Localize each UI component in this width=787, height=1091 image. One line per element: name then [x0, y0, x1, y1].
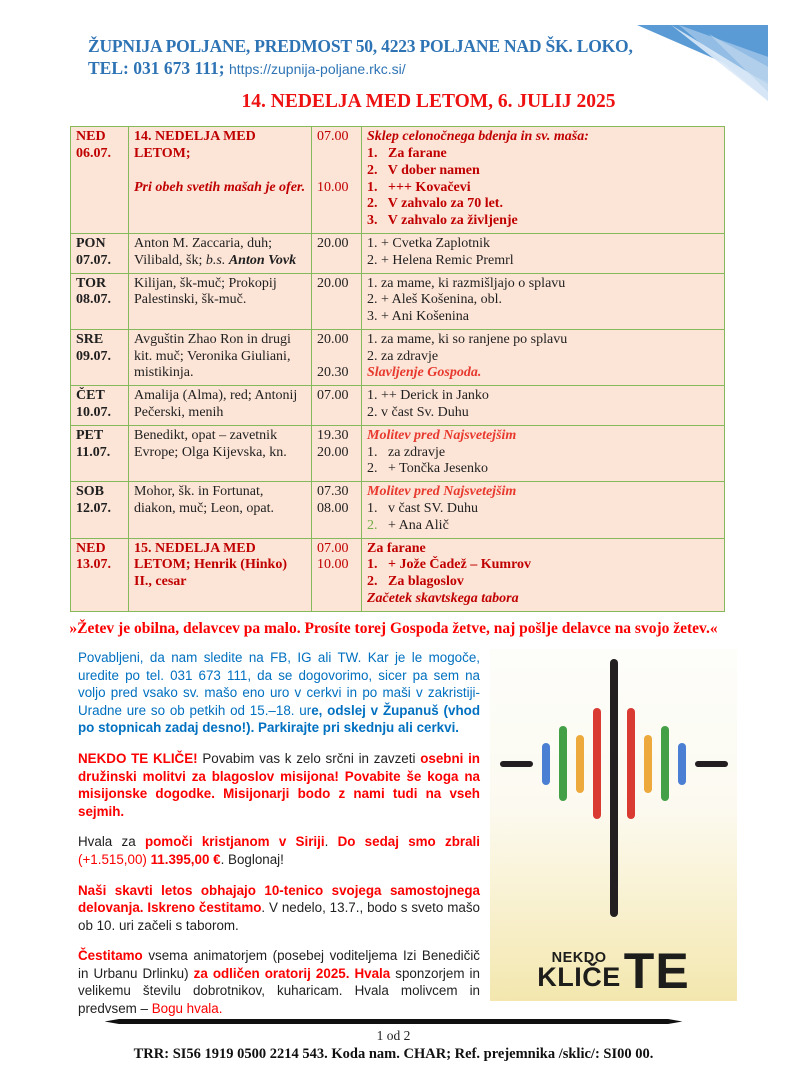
text-line: [76, 276, 123, 293]
text-run: Vilibald, šk;: [134, 252, 206, 268]
day-cell: [71, 233, 129, 273]
text-run: 3. V zahvalo za življenje: [367, 213, 518, 229]
text-run: 1. v čast SV. Duhu: [367, 501, 478, 517]
day-cell: [71, 538, 129, 611]
footer-divider: [105, 1019, 683, 1024]
time-cell: [312, 538, 362, 611]
bank-account-info: TRR: SI56 1919 0500 2214 543. Koda nam. CHAR; Ref. prejemnika /sklic/: SI00 00.: [133, 1046, 654, 1062]
center-line-icon: [610, 659, 618, 917]
dash-bar-icon: [500, 761, 533, 767]
text-line: [317, 388, 356, 405]
text-line: [76, 349, 123, 366]
text-line: [367, 428, 719, 445]
saints-cell: [129, 233, 312, 273]
text-line: [367, 253, 719, 270]
text-run: 1. za zdravje: [367, 444, 446, 460]
text-line: [367, 276, 719, 293]
text-run: Mohor, šk. in Fortunat, diakon, muč; Leon, opat.: [134, 484, 274, 517]
saints-cell: [129, 425, 312, 481]
parish-website-link[interactable]: https://zupnija-poljane.rkc.si/: [229, 60, 406, 77]
text-line: [317, 501, 356, 518]
text-run: Pri obeh svetih mašah je ofer.: [134, 179, 306, 195]
text-run: 07.07.: [76, 252, 111, 268]
text-run: 2. v čast Sv. Duhu: [367, 405, 469, 421]
text-line: [317, 163, 356, 180]
text-run: . V nedelo, 13.7., bodo s sveto mašo ob 10. uri začeli s taborom.: [78, 900, 480, 933]
text-run: Amalija (Alma), red; Antonij Pečerski, menih: [134, 388, 301, 421]
logo-text: [490, 942, 737, 999]
text-run: 2. + Aleš Košenina, obl.: [367, 292, 503, 308]
text-run: + Ana Alič: [377, 517, 449, 533]
text-line: [317, 332, 356, 349]
text-line: [76, 146, 123, 163]
text-run: sponzorjem in velikemu številu dobrotnikov, kuharicam. Hvala molivcem in predvsem –: [78, 965, 480, 1017]
text-run: 2. za zdravje: [367, 348, 439, 364]
announcement-paragraph: [78, 750, 480, 820]
blue-bar-icon: [678, 743, 686, 785]
green-bar-icon: [661, 726, 669, 801]
text-run: 08.00: [317, 501, 349, 517]
text-line: [317, 541, 356, 558]
text-run: Do sedaj smo zbrali: [337, 834, 480, 850]
phone-number: TEL: 031 673 111;: [88, 57, 229, 78]
text-line: [367, 591, 719, 608]
text-line: [134, 276, 306, 310]
text-line: [317, 484, 356, 501]
day-cell: [71, 482, 129, 538]
text-run: pomoči kristjanom v Siriji: [144, 834, 325, 850]
text-line: [367, 501, 719, 518]
text-line: [76, 332, 123, 349]
text-line: [367, 557, 719, 574]
intentions-cell: [362, 329, 725, 385]
mass-schedule-table: [70, 126, 725, 612]
text-run: 2.: [367, 517, 378, 533]
text-run: SOB: [76, 484, 105, 500]
text-run: PET: [76, 427, 104, 443]
text-run: 11.07.: [76, 444, 111, 460]
corner-decoration-icon: [637, 25, 768, 101]
text-line: [367, 292, 719, 309]
text-line: [76, 501, 123, 518]
text-run: Začetek skavtskega tabora: [367, 591, 519, 607]
text-line: [134, 180, 306, 197]
text-run: b.s.: [205, 252, 229, 268]
day-cell: [71, 329, 129, 385]
text-run: 20.00: [317, 331, 349, 347]
text-line: [76, 557, 123, 574]
text-line: [317, 276, 356, 293]
announcement-paragraph: [78, 649, 480, 737]
text-line: [317, 428, 356, 445]
table-row: [71, 386, 725, 426]
time-cell: [312, 425, 362, 481]
text-run: Benedikt, opat – zavetnik Evrope; Olga Kijevska, kn.: [134, 427, 287, 460]
logo-word-nekdo: NEKDO: [551, 949, 607, 966]
text-line: [367, 180, 719, 197]
text-run: Anton Vovk: [228, 252, 297, 268]
table-row: [71, 425, 725, 481]
saints-cell: [129, 273, 312, 329]
text-line: [134, 332, 306, 382]
announcement-paragraph: [78, 833, 480, 868]
text-run: Povabim vas k zelo srčni in zavzeti: [197, 750, 421, 766]
text-run: 2. V zahvalo za 70 let.: [367, 196, 503, 212]
orange-bar-icon: [644, 735, 652, 793]
text-line: [367, 309, 719, 326]
text-line: [76, 541, 123, 558]
intentions-cell: [362, 273, 725, 329]
text-line: [367, 484, 719, 501]
day-cell: [71, 425, 129, 481]
text-line: [317, 146, 356, 163]
saints-cell: [129, 329, 312, 385]
green-bar-icon: [559, 726, 567, 801]
text-run: 08.07.: [76, 292, 111, 308]
table-row: [71, 538, 725, 611]
text-line: [134, 428, 306, 462]
text-run: 3. + Ani Košenina: [367, 309, 469, 325]
text-run: 20.00: [317, 444, 349, 460]
text-run: .: [324, 834, 338, 850]
page-number: 1 od 2: [376, 1028, 411, 1043]
text-run: 07.00: [317, 540, 349, 556]
text-run: Čestitamo: [78, 948, 143, 964]
text-line: [367, 163, 719, 180]
text-line: [367, 213, 719, 230]
day-cell: [71, 127, 129, 234]
time-cell: [312, 273, 362, 329]
text-line: [317, 349, 356, 366]
text-run: 12.07.: [76, 501, 111, 517]
announcements-column: [78, 649, 480, 1031]
text-run: 07.00: [317, 388, 349, 404]
nekdo-te-klice-logo: [490, 649, 737, 1001]
red-bar-icon: [627, 708, 635, 819]
text-run: Slavljenje Gospoda.: [367, 365, 482, 381]
text-run: 09.07.: [76, 348, 111, 364]
text-line: [367, 332, 719, 349]
intentions-cell: [362, 233, 725, 273]
text-line: [76, 445, 123, 462]
text-run: 1. ++ Derick in Janko: [367, 388, 489, 404]
text-line: [134, 388, 306, 422]
intentions-cell: [362, 425, 725, 481]
announcement-paragraph: [78, 882, 480, 935]
time-cell: [312, 233, 362, 273]
text-line: [76, 253, 123, 270]
intentions-cell: [362, 538, 725, 611]
text-line: [134, 484, 306, 518]
page-title: 14. NEDELJA MED LETOM, 6. JULIJ 2025: [241, 90, 616, 112]
text-line: [317, 236, 356, 253]
text-run: 1. + Jože Čadež – Kumrov: [367, 557, 532, 573]
text-line: [317, 180, 356, 197]
intentions-cell: [362, 482, 725, 538]
text-line: [76, 129, 123, 146]
text-line: [76, 236, 123, 253]
orange-bar-icon: [576, 735, 584, 793]
saints-cell: [129, 127, 312, 234]
footer: [0, 1019, 787, 1063]
announcements-section: [78, 649, 737, 1031]
soundwave-icon: [490, 649, 737, 879]
text-line: [317, 129, 356, 146]
table-row: [71, 329, 725, 385]
intentions-cell: [362, 127, 725, 234]
text-run: (+1.515,00): [78, 851, 151, 867]
saints-cell: [129, 538, 312, 611]
gospel-quote: »Žetev je obilna, delavcev pa malo. Prosíte torej Gospoda žetve, naj pošlje delavce na svojo žetev.«: [69, 619, 718, 637]
time-cell: [312, 386, 362, 426]
table-row: [71, 233, 725, 273]
text-run: za odličen oratorij 2025. Hvala: [193, 965, 391, 981]
text-run: ČET: [76, 388, 105, 404]
parish-address: ŽUPNIJA POLJANE, PREDMOST 50, 4223 POLJANE NAD ŠK. LOKO,: [88, 36, 633, 56]
text-line: [134, 541, 306, 591]
text-run: Povabljeni, da nam sledite na FB, IG ali TW. Kar je le mogoče, uredite po tel. 031 673 111, da se dogovorimo, sicer pa sem na voljo pred vsako sv. mašo eno uro v cerkvi in po maši v zakristiji- Uradne ure so ob petkih od 15.–18. ur: [78, 649, 480, 718]
text-run: 20.30: [317, 365, 349, 381]
day-cell: [71, 273, 129, 329]
text-run: Avguštin Zhao Ron in drugi kit. muč; Veronika Giuliani, mistikinja.: [134, 331, 295, 381]
text-run: Sklep celonočnega bdenja in sv. maša:: [367, 129, 589, 145]
text-line: [76, 405, 123, 422]
text-line: [367, 365, 719, 382]
text-run: NED: [76, 540, 106, 556]
text-run: 1. Za farane: [367, 145, 447, 161]
text-run: NED: [76, 129, 106, 145]
text-run: 1. za mame, ki razmišljajo o splavu: [367, 275, 566, 291]
table-row: [71, 127, 725, 234]
text-run: 13.07.: [76, 557, 111, 573]
text-line: [367, 541, 719, 558]
table-row: [71, 482, 725, 538]
text-run: Anton M. Zaccaria, duh;: [134, 235, 273, 251]
text-run: PON: [76, 235, 106, 251]
text-run: 19.30: [317, 427, 349, 443]
logo-word-klice: KLIČE: [537, 962, 621, 993]
text-run: 1. za mame, ki so ranjene po splavu: [367, 331, 568, 347]
text-run: 2. V dober namen: [367, 162, 480, 178]
text-line: [317, 445, 356, 462]
text-run: 1. + Cvetka Zaplotnik: [367, 235, 490, 251]
text-run: 2. + Helena Remic Premrl: [367, 252, 514, 268]
text-line: [134, 129, 306, 163]
table-row: [71, 273, 725, 329]
text-run: 2. + Tončka Jesenko: [367, 461, 488, 477]
logo-text-left: [537, 949, 621, 993]
text-run: vsema animatorjem (posebej voditeljema Izi Benedičič in Urbanu Drlinku): [78, 948, 480, 981]
red-bar-icon: [593, 708, 601, 819]
saints-cell: [129, 482, 312, 538]
text-run: NEKDO TE KLIČE!: [78, 750, 198, 766]
text-run: TOR: [76, 275, 107, 291]
text-run: 20.00: [317, 275, 349, 291]
text-run: 20.00: [317, 235, 349, 251]
intentions-cell: [362, 386, 725, 426]
text-run: 10.00: [317, 557, 349, 573]
day-cell: [71, 386, 129, 426]
text-line: [367, 445, 719, 462]
text-run: . Boglonaj!: [220, 851, 284, 867]
text-run: 06.07.: [76, 145, 111, 161]
text-run: 15. NEDELJA MED LETOM; Henrik (Hinko) II., cesar: [134, 540, 291, 590]
text-line: [76, 388, 123, 405]
text-run: 2. Za blagoslov: [367, 574, 464, 590]
text-run: SRE: [76, 331, 104, 347]
text-run: 14. NEDELJA MED LETOM;: [134, 129, 260, 161]
text-line: [367, 518, 719, 535]
time-cell: [312, 482, 362, 538]
text-run: 1. +++ Kovačevi: [367, 179, 471, 195]
text-run: Bogu hvala.: [151, 1001, 223, 1017]
time-cell: [312, 329, 362, 385]
dash-bar-icon: [695, 761, 728, 767]
text-line: [367, 388, 719, 405]
text-run: 07.00: [317, 129, 349, 145]
text-line: [76, 428, 123, 445]
text-line: [367, 461, 719, 478]
blue-bar-icon: [542, 743, 550, 785]
text-line: [134, 163, 306, 180]
text-run: Molitev pred Najsvetejšim: [367, 484, 517, 500]
text-line: [317, 557, 356, 574]
text-run: e, odslej v Županuš (vhod po stopnicah zadaj desno!). Parkirajte pri skednju ali cerkvi.: [78, 702, 480, 736]
text-run: Kilijan, šk-muč; Prokopij Palestinski, šk-muč.: [134, 275, 281, 308]
text-line: [134, 253, 306, 270]
text-line: [134, 236, 306, 253]
text-line: [367, 146, 719, 163]
text-line: [367, 349, 719, 366]
text-run: Hvala za: [78, 834, 145, 850]
logo-word-te: TE: [623, 942, 690, 999]
text-run: 11.395,00 €: [150, 851, 221, 867]
text-run: Za farane: [367, 540, 426, 556]
saints-cell: [129, 386, 312, 426]
text-line: [367, 574, 719, 591]
text-line: [367, 405, 719, 422]
text-run: 07.30: [317, 484, 349, 500]
text-line: [317, 365, 356, 382]
text-line: [76, 484, 123, 501]
text-run: 10.00: [317, 179, 349, 195]
time-cell: [312, 127, 362, 234]
text-run: 10.07.: [76, 405, 111, 421]
text-line: [76, 292, 123, 309]
text-run: Molitev pred Najsvetejšim: [367, 427, 517, 443]
text-run: Naši skavti letos obhajajo 10-tenico svojega samostojnega delovanja. Iskreno čestitamo: [78, 882, 480, 916]
announcement-paragraph: [78, 947, 480, 1017]
text-run: osebni in družinski molitvi za blagoslov misijona! Povabite še koga na misijonske dogodke. Misijonarji bodo z nami tudi na vseh sejmih.: [78, 750, 480, 819]
text-line: [367, 129, 719, 146]
text-line: [367, 196, 719, 213]
text-line: [367, 236, 719, 253]
